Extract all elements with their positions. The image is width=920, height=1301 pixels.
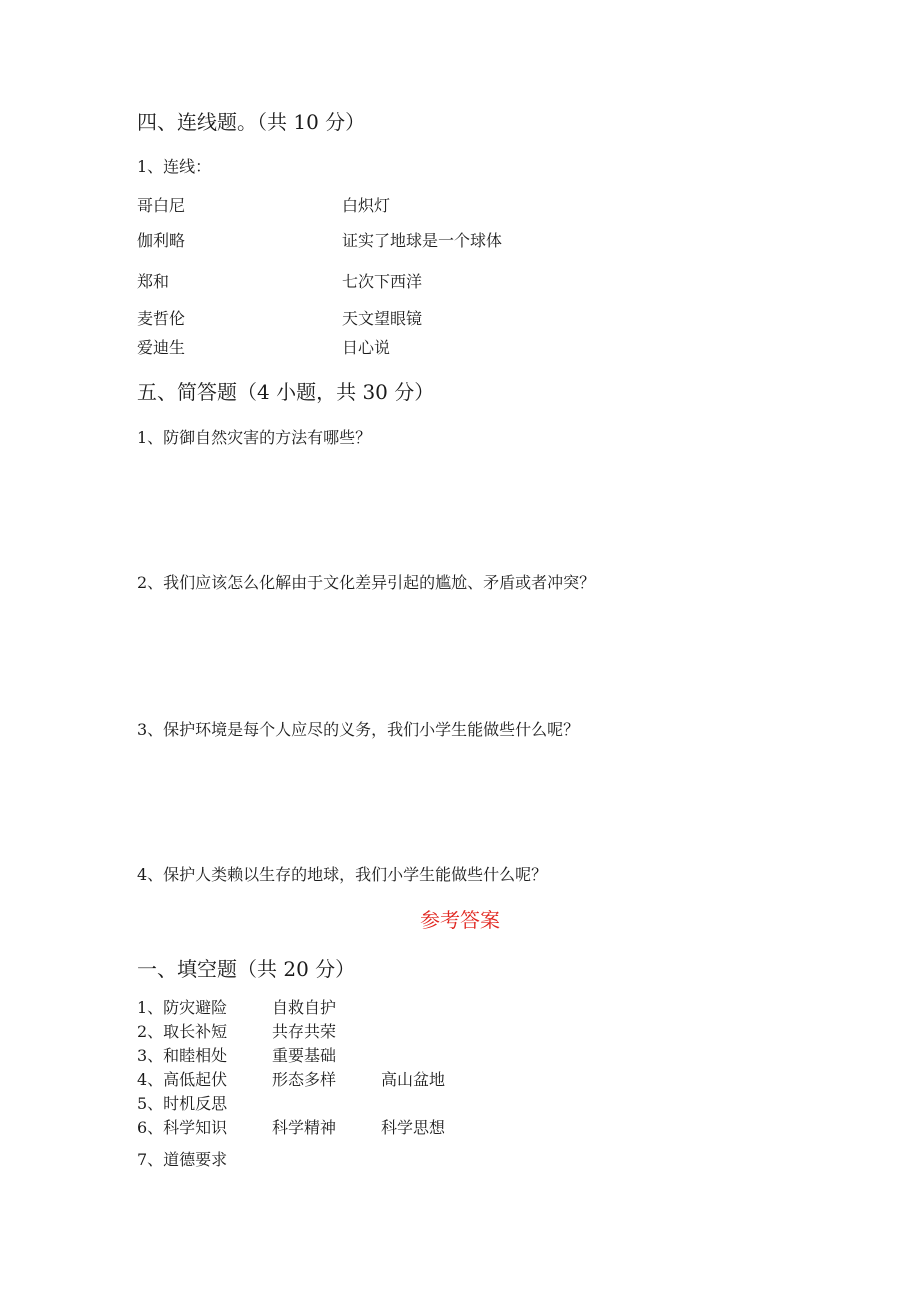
answer-item: 2、取长补短 [137, 1022, 228, 1041]
left-item: 爱迪生 [137, 338, 186, 357]
right-item: 证实了地球是一个球体 [342, 231, 503, 250]
left-item: 哥白尼 [137, 196, 186, 215]
answer-item: 5、时机反思 [137, 1094, 228, 1113]
answer-item: 3、和睦相处 [137, 1046, 228, 1065]
short-answer-question: 2、我们应该怎么化解由于文化差异引起的尴尬、矛盾或者冲突？ [137, 573, 596, 592]
answer-item: 形态多样 [272, 1070, 337, 1089]
answers-title: 参考答案 [420, 908, 500, 932]
short-answer-question: 4、保护人类赖以生存的地球，我们小学生能做些什么呢？ [137, 865, 548, 884]
right-item: 七次下西洋 [342, 272, 423, 291]
answer-item: 4、高低起伏 [137, 1070, 228, 1089]
short-answer-question: 1、防御自然灾害的方法有哪些？ [137, 428, 372, 447]
answer-item: 7、道德要求 [137, 1150, 228, 1169]
right-item: 天文望眼镜 [342, 309, 423, 328]
left-item: 伽利略 [137, 231, 186, 250]
section-heading-fill-blank: 一、填空题（共 20 分） [137, 957, 356, 981]
right-item: 日心说 [342, 338, 391, 357]
answer-item: 自救自护 [272, 998, 337, 1017]
answer-item: 高山盆地 [381, 1070, 446, 1089]
answer-item: 共存共荣 [272, 1022, 337, 1041]
answer-item: 1、防灾避险 [137, 998, 228, 1017]
right-item: 白炽灯 [342, 196, 391, 215]
answer-item: 6、科学知识 [137, 1118, 228, 1137]
answer-item: 科学思想 [381, 1118, 446, 1137]
section-heading-matching: 四、连线题。（共 10 分） [137, 110, 366, 134]
short-answer-question: 3、保护环境是每个人应尽的义务，我们小学生能做些什么呢？ [137, 720, 580, 739]
left-item: 郑和 [137, 272, 170, 291]
section-heading-short-answer: 五、简答题（4 小题，共 30 分） [137, 380, 435, 404]
answer-item: 科学精神 [272, 1118, 337, 1137]
question-label: 1、连线： [137, 157, 212, 176]
answer-item: 重要基础 [272, 1046, 337, 1065]
left-item: 麦哲伦 [137, 309, 186, 328]
